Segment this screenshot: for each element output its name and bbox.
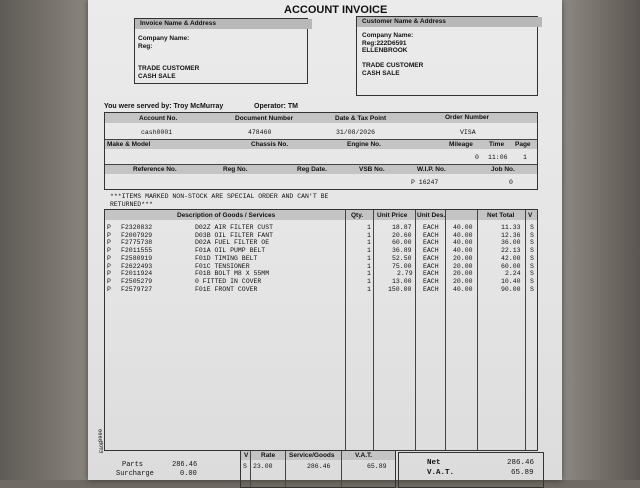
mileage-label: Mileage <box>449 141 473 148</box>
vat-label: V.A.T. <box>427 469 455 477</box>
row-qty: 1 <box>367 254 371 262</box>
row-code: F2775738 <box>121 239 153 247</box>
background-right <box>562 0 640 480</box>
vat-col-v: V <box>244 452 249 459</box>
invoice-line2: CASH SALE <box>138 73 176 80</box>
page-label: Page <box>515 141 531 148</box>
reg-no-label: Reg No. <box>223 166 248 173</box>
vat-row-rate: 23.00 <box>253 463 273 470</box>
chassis-label: Chassis No. <box>251 141 289 148</box>
side-number: 0999 <box>97 428 105 443</box>
vat-row-vat: 65.89 <box>367 463 387 470</box>
row-type: P <box>107 239 111 247</box>
vat-row-service: 286.46 <box>307 463 331 470</box>
row-desc: D02Z AIR FILTER CUST <box>195 224 274 231</box>
col-line-1 <box>345 210 346 450</box>
parts-label: Parts <box>122 461 144 469</box>
row-code: F2505279 <box>121 277 153 285</box>
row-desc: F01B BOLT M8 X 55MM <box>195 270 270 278</box>
row-price: 18.87 <box>392 224 412 231</box>
row-net: 22.13 <box>501 247 521 255</box>
row-net: 10.40 <box>501 277 521 285</box>
row-qty: 1 <box>367 270 371 278</box>
row-disc: 40.00 <box>453 239 473 247</box>
account-no-label: Account No. <box>139 115 178 122</box>
net-label: Net <box>427 459 441 467</box>
col-description-header: Description of Goods / Services <box>177 212 276 219</box>
row-qty: 1 <box>367 285 371 293</box>
vat-line-3 <box>341 451 342 487</box>
vat-line-2 <box>285 451 286 487</box>
row-code: F2011555 <box>121 247 153 255</box>
row-v: S <box>530 239 534 247</box>
row-v: S <box>530 285 534 293</box>
row-disc: 20.00 <box>453 254 473 262</box>
row-disc: 40.00 <box>453 285 473 293</box>
totals-box <box>398 452 544 488</box>
row-v: S <box>530 254 534 262</box>
row-type: P <box>107 270 111 278</box>
row-type: P <box>107 224 111 231</box>
row-desc: F01D TIMING BELT <box>195 254 258 262</box>
row-code: F2622493 <box>121 262 153 270</box>
invoice-reg-label: Reg: <box>138 43 153 50</box>
col-line-5 <box>477 210 478 450</box>
reg-date-label: Reg Date. <box>297 166 327 173</box>
row-unit: EACH <box>423 270 439 278</box>
invoice-paper <box>88 0 562 480</box>
job-no-value: 0 <box>509 179 513 186</box>
col-v-header: V <box>528 212 533 219</box>
row-type: P <box>107 262 111 270</box>
invoice-line1: TRADE CUSTOMER <box>138 65 200 72</box>
order-number-label: Order Number <box>445 114 490 121</box>
row-disc: 40.00 <box>453 224 473 231</box>
row-type: P <box>107 254 111 262</box>
row-disc: 20.00 <box>453 277 473 285</box>
row-net: 2.24 <box>505 270 521 278</box>
row-type: P <box>107 277 111 285</box>
customer-line2: CASH SALE <box>362 70 400 77</box>
row-net: 90.00 <box>501 285 521 293</box>
time-label: Time <box>489 141 505 148</box>
customer-company-label: Company Name: <box>362 32 414 39</box>
info-box <box>104 112 538 190</box>
row-disc: 40.00 <box>453 247 473 255</box>
vat-line-1 <box>250 451 251 487</box>
col-line-3 <box>415 210 416 450</box>
row-price: 60.00 <box>392 239 412 247</box>
col-line-4 <box>445 210 446 450</box>
job-no-label: Job No. <box>491 166 515 173</box>
row-unit: EACH <box>423 262 439 270</box>
row-net: 11.33 <box>501 224 521 231</box>
col-line-2 <box>373 210 374 450</box>
row-net: 36.00 <box>501 239 521 247</box>
customer-reg: Reg:222D6591 <box>362 40 407 47</box>
account-no-value: cash0001 <box>141 129 173 136</box>
row-disc: 20.00 <box>453 270 473 278</box>
row-price: 2.79 <box>397 270 413 278</box>
customer-address-header: Customer Name & Address <box>357 17 542 27</box>
row-v: S <box>530 231 534 239</box>
invoice-company-label: Company Name: <box>138 35 190 42</box>
row-desc: D03B OIL FILTER FANT <box>195 231 274 239</box>
time-value: 11:06 <box>488 154 508 161</box>
surcharge-label: Surcharge <box>116 470 154 478</box>
row-v: S <box>530 270 534 278</box>
row-qty: 1 <box>367 231 371 239</box>
surcharge-value: 0.00 <box>180 470 197 478</box>
net-value: 286.46 <box>507 459 535 467</box>
order-number-value: VISA <box>460 129 476 136</box>
row-qty: 1 <box>367 262 371 270</box>
row-desc: F01E FRONT COVER <box>195 285 258 293</box>
vat-value: 65.89 <box>511 469 534 477</box>
invoice-title: ACCOUNT INVOICE <box>284 4 388 16</box>
row-type: P <box>107 231 111 239</box>
row-qty: 1 <box>367 224 371 231</box>
row-v: S <box>530 262 534 270</box>
invoice-address-header: Invoice Name & Address <box>135 19 312 29</box>
row-net: 42.00 <box>501 254 521 262</box>
page-value: 1 <box>523 154 527 161</box>
col-qty-header: Qty. <box>351 212 364 219</box>
row-desc: D02A FUEL FILTER OE <box>195 239 270 247</box>
parts-value: 286.46 <box>172 461 198 469</box>
document-number-label: Document Number <box>235 115 294 122</box>
row-price: 75.00 <box>392 262 412 270</box>
row-type: P <box>107 285 111 293</box>
wip-value: P 16247 <box>411 179 439 186</box>
notice-line-1: ***ITEMS MARKED NON-STOCK ARE SPECIAL ORDER AND CAN'T BE <box>110 193 329 200</box>
wip-label: W.I.P. No. <box>417 166 446 173</box>
invoice-address-box <box>134 18 308 84</box>
row-price: 52.50 <box>392 254 412 262</box>
reference-label: Reference No. <box>133 166 177 173</box>
customer-line1: TRADE CUSTOMER <box>362 62 424 69</box>
row-unit: EACH <box>423 224 439 231</box>
row-v: S <box>530 247 534 255</box>
row-disc: 40.00 <box>453 231 473 239</box>
col-unit-des-header: Unit Des. <box>417 212 446 219</box>
row-v: S <box>530 224 534 231</box>
document-number-value: 478460 <box>248 129 272 136</box>
row-code: F2580919 <box>121 254 153 262</box>
row-code: F2007929 <box>121 231 153 239</box>
row-unit: EACH <box>423 247 439 255</box>
row-net: 12.36 <box>501 231 521 239</box>
row-qty: 1 <box>367 247 371 255</box>
row-unit: EACH <box>423 231 439 239</box>
side-code: E&OE <box>99 440 106 454</box>
row-unit: EACH <box>423 254 439 262</box>
row-price: 36.89 <box>392 247 412 255</box>
row-price: 13.00 <box>392 277 412 285</box>
date-value: 31/08/2026 <box>336 129 376 136</box>
row-price: 20.60 <box>392 231 412 239</box>
vat-col-vat: V.A.T. <box>355 452 373 459</box>
vat-row-v: S <box>243 463 247 470</box>
served-by: You were served by: Troy McMurray <box>104 103 224 110</box>
row-v: S <box>530 277 534 285</box>
row-code: F2579727 <box>121 285 153 293</box>
col-net-total-header: Net Total <box>487 212 515 219</box>
row-code: F2011924 <box>121 270 153 278</box>
items-header-bar <box>105 210 537 220</box>
row-disc: 20.00 <box>453 262 473 270</box>
mileage-value: 0 <box>475 154 479 161</box>
vat-col-rate: Rate <box>261 452 276 459</box>
background-left <box>0 0 88 480</box>
row-price: 150.00 <box>388 285 412 293</box>
customer-town: ELLENBROOK <box>362 47 408 54</box>
make-model-label: Make & Model <box>107 141 151 148</box>
col-unit-price-header: Unit Price <box>377 212 408 219</box>
row-unit: EACH <box>423 277 439 285</box>
date-label: Date & Tax Point <box>335 115 387 122</box>
row-desc: 0 FITTED IN COVER <box>195 277 262 285</box>
row-qty: 1 <box>367 239 371 247</box>
notice-line-2: RETURNED*** <box>110 201 153 208</box>
row-net: 60.00 <box>501 262 521 270</box>
vat-table <box>240 450 396 488</box>
col-line-6 <box>525 210 526 450</box>
items-table <box>97 209 538 454</box>
row-unit: EACH <box>423 239 439 247</box>
customer-address-box <box>356 16 538 96</box>
row-qty: 1 <box>367 277 371 285</box>
engine-label: Engine No. <box>347 141 381 148</box>
row-code: F2320832 <box>121 224 153 231</box>
row-type: P <box>107 247 111 255</box>
row-desc: F01C TENSIONER <box>195 262 250 270</box>
vat-col-service: Service/Goods <box>289 452 335 459</box>
operator: Operator: TM <box>254 103 298 110</box>
row-unit: EACH <box>423 285 439 293</box>
row-desc: F01A OIL PUMP BELT <box>195 247 266 255</box>
vsb-label: VSB No. <box>359 166 385 173</box>
